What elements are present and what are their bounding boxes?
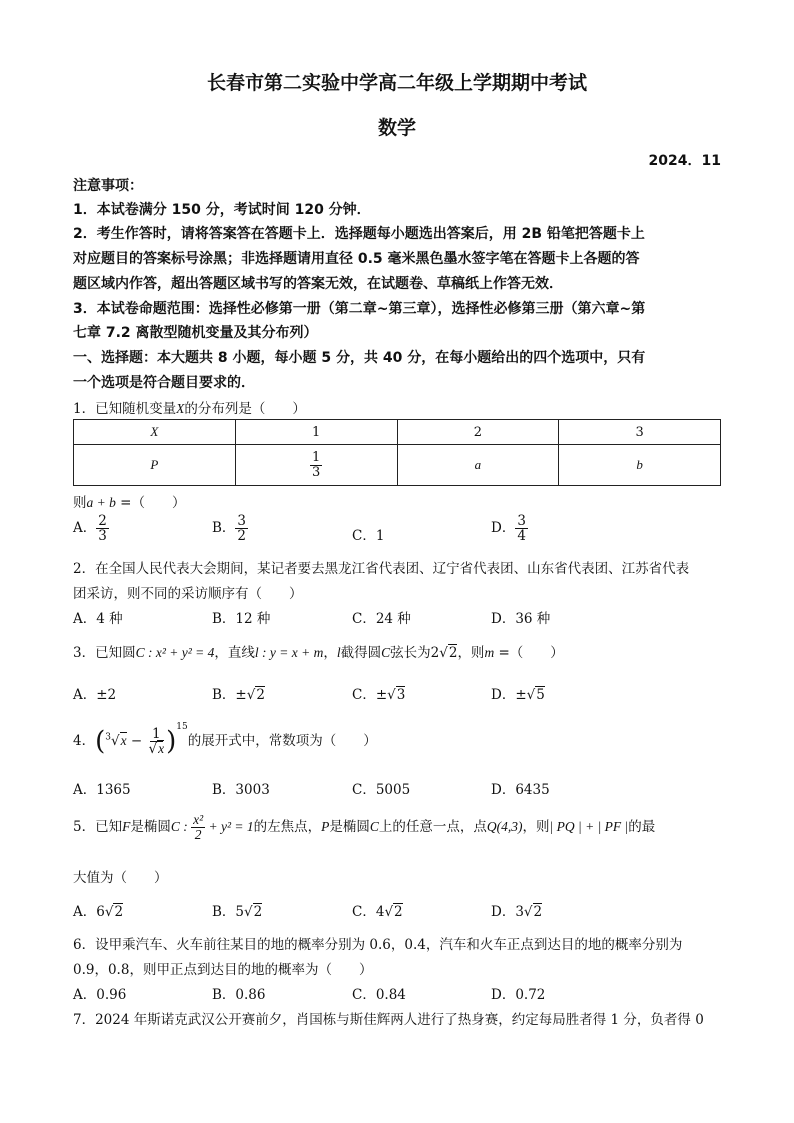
fraction: $\frac{1}{√x}$ [148, 725, 165, 757]
question-6-option-c[interactable]: C．0.84 [352, 987, 406, 1003]
table-cell: b [559, 445, 721, 486]
fraction: $\frac{3}{4}$ [517, 513, 526, 545]
notice-item-3-line-1: 3．本试卷命题范围：选择性必修第一册（第二章~第三章），选择性必修第三册（第六章~第 [73, 301, 646, 317]
question-5-option-c[interactable]: C．4√2 [352, 904, 403, 920]
notice-item-3-line-2: 七章 7.2 离散型随机变量及其分布列） [73, 325, 318, 341]
question-1-option-d[interactable]: D． $\frac{3}{4}$ [491, 513, 526, 545]
subject-title: 数学 [377, 117, 416, 139]
question-1-ask: 则a + b =（ ） [73, 495, 186, 511]
table-cell [235, 445, 397, 486]
question-3-option-d[interactable]: D．±√5 [491, 687, 545, 703]
question-4-option-c[interactable]: C．5005 [352, 782, 411, 798]
question-3-stem: 3．已知圆C : x² + y² = 4，直线l : y = x + m，l截得圆C弦长为2√2，则m =（ ） [73, 645, 564, 661]
question-1-stem: 1．已知随机变量X的分布列是（ ） [73, 401, 306, 417]
question-3-option-a[interactable]: A．±2 [73, 687, 117, 703]
question-6-option-d[interactable]: D．0.72 [491, 987, 546, 1003]
question-1-option-a[interactable]: A． $\frac{2}{3}$ [73, 513, 107, 545]
section-heading-line-1: 一、选择题：本大题共 8 小题，每小题 5 分，共 40 分，在每小题给出的四个选项中，只有 [73, 350, 646, 366]
question-4-option-d[interactable]: D．6435 [491, 782, 550, 798]
notice-item-1: 1．本试卷满分 150 分，考试时间 120 分钟． [73, 202, 371, 218]
question-5-stem: 5．已知F是椭圆C : $\frac{\text{x²}}{2}$ + y² = 1的左焦点，P是椭圆C上的任意一点，点Q(4,3)，则| PQ | + | PF |的最 [73, 812, 656, 843]
table-cell: 1 [235, 420, 397, 445]
question-2-option-d[interactable]: D．36 种 [491, 611, 551, 627]
distribution-table [73, 419, 721, 486]
question-2-option-c[interactable]: C．24 种 [352, 611, 411, 627]
question-5-option-b[interactable]: B．5√2 [212, 904, 263, 920]
question-2-option-a[interactable]: A．4 种 [73, 611, 123, 627]
notice-heading: 注意事项： [73, 178, 143, 194]
section-heading-line-2: 一个选项是符合题目要求的． [73, 375, 255, 391]
table-row [74, 420, 721, 445]
notice-item-2-line-2: 对应题目的答案标号涂黑；非选择题请用直径 0.5 毫米黑色墨水签字笔在答题卡上各题的答 [73, 251, 640, 267]
question-1-option-c[interactable]: C．1 [352, 528, 385, 544]
question-2-option-b[interactable]: B．12 种 [212, 611, 271, 627]
notice-item-2-line-3: 题区域内作答，超出答题区域书写的答案无效，在试题卷、草稿纸上作答无效． [73, 276, 563, 292]
question-7-line-1: 7．2024 年斯诺克武汉公开赛前夕，肖国栋与斯佳辉两人进行了热身赛，约定每局胜者得 1 分，负者得 0 [73, 1012, 704, 1028]
question-2-line-1: 2．在全国人民代表大会期间，某记者要去黑龙江省代表团、辽宁省代表团、山东省代表团、江苏省代表 [73, 561, 690, 577]
exam-title: 长春市第二实验中学高二年级上学期期中考试 [206, 72, 587, 94]
fraction: $\frac{2}{3}$ [98, 513, 107, 545]
fraction: $\frac{\text{x²}}{2}$ [193, 812, 204, 843]
question-6-line-1: 6．设甲乘汽车、火车前往某目的地的概率分别为 0.6，0.4，汽车和火车正点到达目的地的概率分别为 [73, 937, 683, 953]
question-6-option-b[interactable]: B．0.86 [212, 987, 266, 1003]
table-cell: P [74, 445, 236, 486]
question-5-option-d[interactable]: D．3√2 [491, 904, 543, 920]
table-row [74, 445, 721, 486]
fraction: $\frac{1}{3}$ [311, 449, 321, 480]
table-cell: a [397, 445, 559, 486]
question-3-option-c[interactable]: C．±√3 [352, 687, 406, 703]
question-4-option-a[interactable]: A．1365 [73, 782, 131, 798]
question-6-line-2: 0.9，0.8，则甲正点到达目的地的概率为（ ） [73, 962, 373, 978]
question-3-option-b[interactable]: B．±√2 [212, 687, 265, 703]
question-2-line-2: 团采访，则不同的采访顺序有（ ） [73, 586, 303, 602]
exam-date: 2024．11 [648, 153, 721, 169]
question-4-stem: 4．($^3$√x − $\frac{1}{√x}$ )$^{15}$的展开式中，常数项为（ ） [73, 722, 377, 757]
table-cell: 2 [397, 420, 559, 445]
fraction: $\frac{3}{2}$ [237, 513, 247, 545]
notice-item-2-line-1: 2．考生作答时，请将答案答在答题卡上．选择题每小题选出答案后，用 2B 铅笔把答题卡上 [73, 226, 645, 242]
table-cell: 3 [559, 420, 721, 445]
question-6-option-a[interactable]: A．0.96 [73, 987, 127, 1003]
question-5-option-a[interactable]: A．6√2 [73, 904, 124, 920]
question-1-option-b[interactable]: B． $\frac{3}{2}$ [212, 513, 247, 545]
table-cell: X [74, 420, 236, 445]
question-5-line-2: 大值为（ ） [73, 870, 168, 886]
question-4-option-b[interactable]: B．3003 [212, 782, 270, 798]
